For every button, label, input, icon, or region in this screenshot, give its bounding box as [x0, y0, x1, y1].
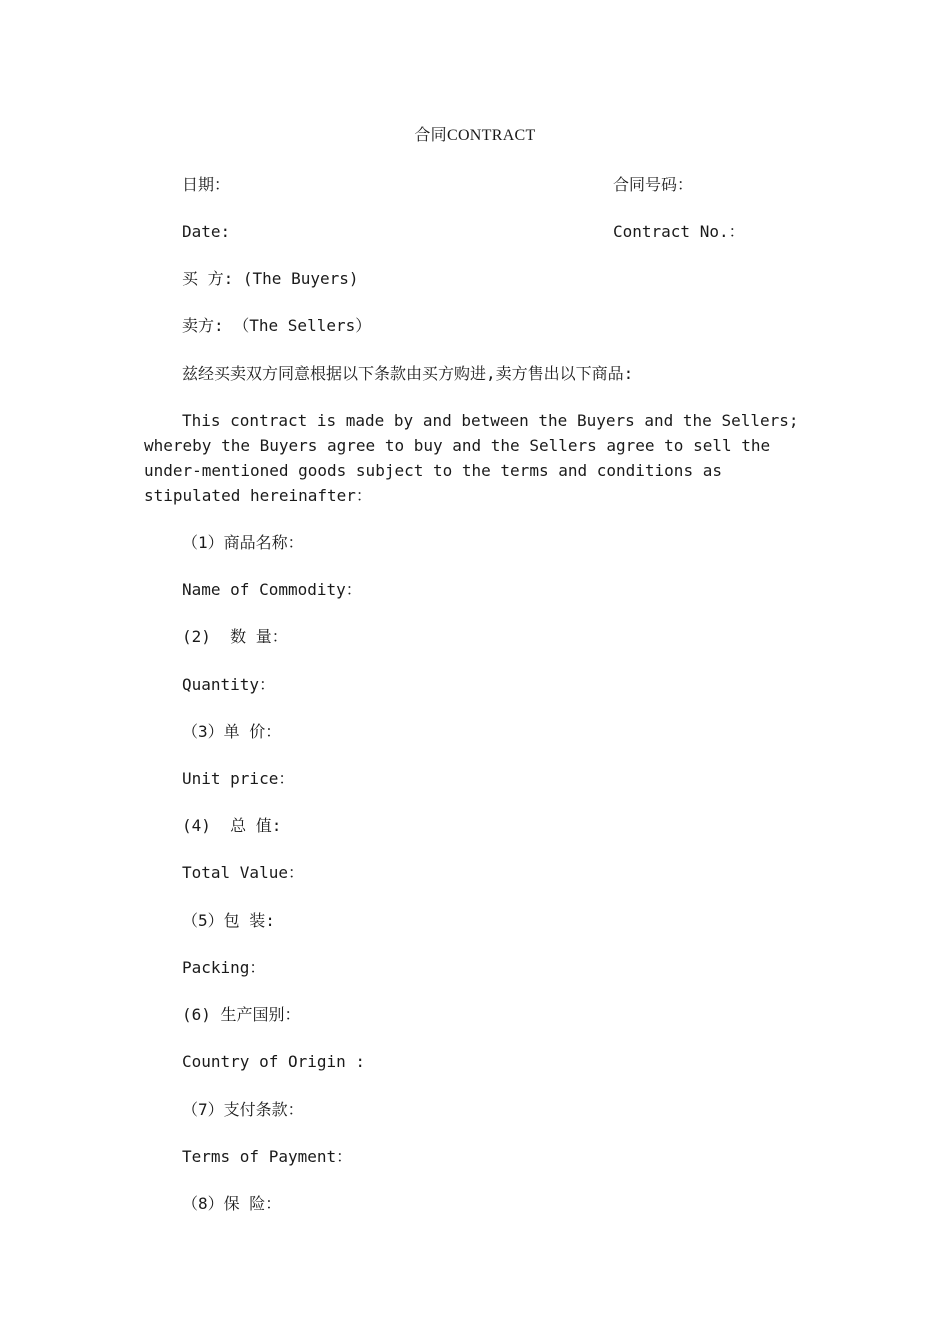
- contract-no-label-en: Contract No.：: [613, 222, 745, 241]
- document-title: 合同CONTRACT: [414, 127, 536, 144]
- item-7-cn: （7）支付条款：: [182, 1100, 304, 1119]
- item-6-en: Country of Origin :: [182, 1052, 366, 1071]
- item-1-en: Name of Commodity：: [182, 580, 362, 599]
- sellers-label: 卖方: （The Sellers）: [182, 316, 372, 335]
- intro-en-paragraph: This contract is made by and between the Buyers and the Sellers; whereby the Buyers agree to buy and the Sellers agree to sell the under-mentioned goods subject to the terms and conditions as stipulated hereinafter：: [144, 411, 799, 505]
- item-3-en: Unit price：: [182, 769, 295, 788]
- item-5-cn: （5）包 装:: [182, 911, 275, 930]
- item-4-cn: (4) 总 值:: [182, 816, 282, 835]
- item-3-cn: （3）单 价：: [182, 722, 282, 741]
- item-6-cn: (6) 生产国别：: [182, 1005, 301, 1024]
- intro-cn: 兹经买卖双方同意根据以下条款由买方购进,卖方售出以下商品:: [182, 364, 634, 383]
- buyers-label: 买 方: (The Buyers): [182, 269, 359, 288]
- item-2-en: Quantity：: [182, 675, 276, 694]
- item-7-en: Terms of Payment：: [182, 1147, 353, 1166]
- date-label-en: Date:: [182, 222, 231, 241]
- item-1-cn: （1）商品名称：: [182, 533, 304, 552]
- item-4-en: Total Value：: [182, 863, 304, 882]
- date-label-cn: 日期：: [182, 175, 231, 194]
- item-8-cn: （8）保 险：: [182, 1194, 282, 1213]
- item-2-cn: (2) 数 量：: [182, 627, 288, 646]
- item-5-en: Packing：: [182, 958, 266, 977]
- contract-no-label-cn: 合同号码：: [613, 175, 694, 194]
